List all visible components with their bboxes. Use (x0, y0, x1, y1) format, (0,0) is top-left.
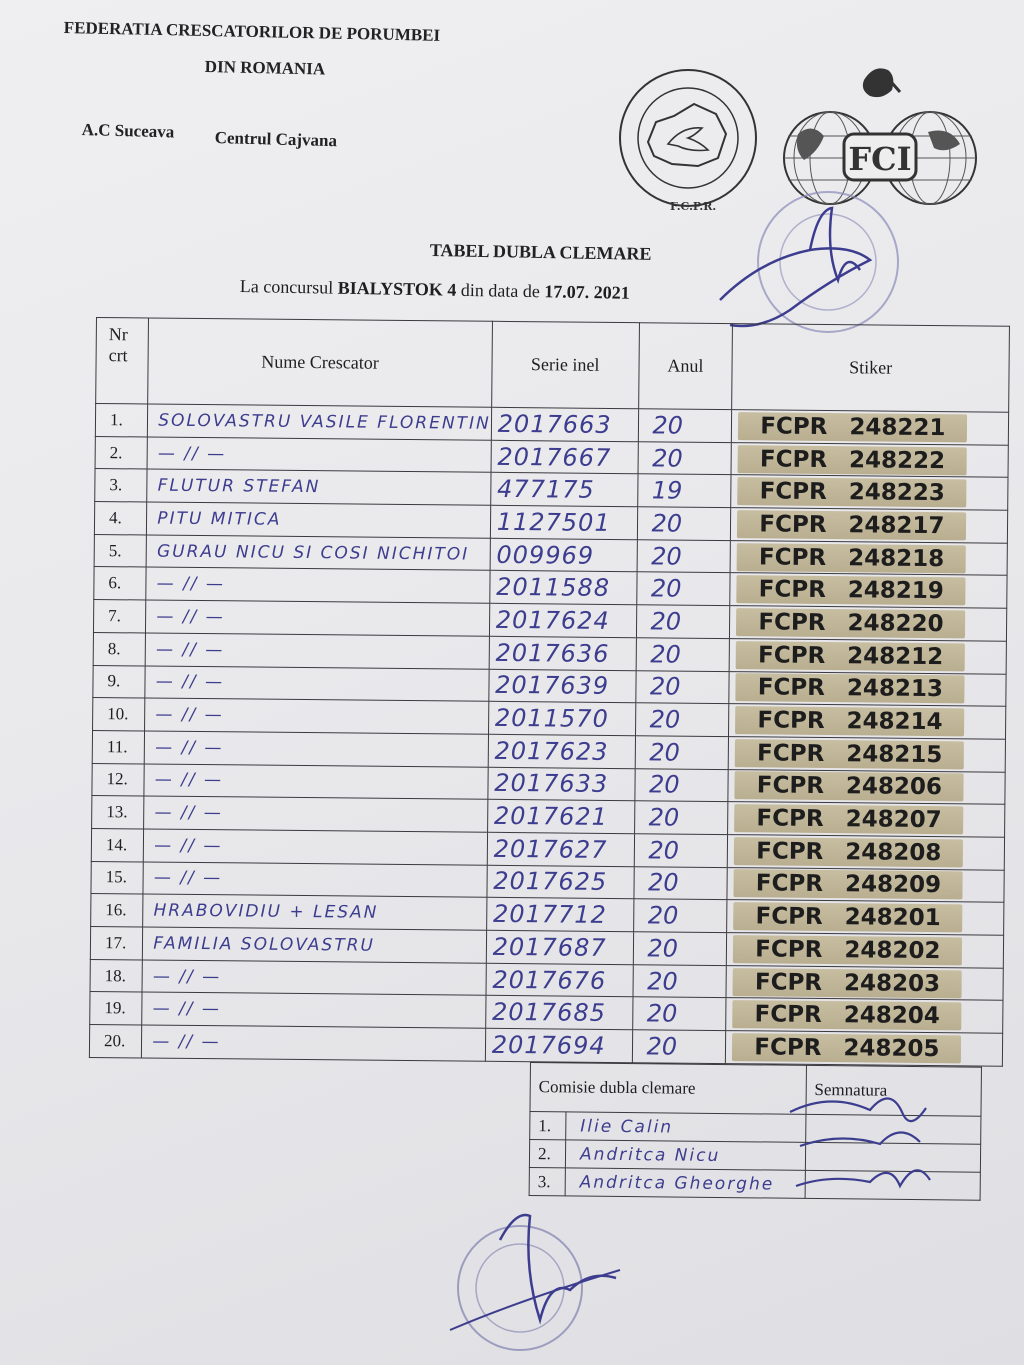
row-nr: 12. (92, 763, 145, 796)
sticker-prefix: FCPR (754, 968, 823, 996)
breeder-name: — // — (143, 862, 487, 898)
ring-year: 20 (638, 441, 732, 475)
breeder-name: SOLOVASTRU VASILE FLORENTIN (148, 404, 492, 440)
ring-serial: 2017685 (485, 996, 632, 1030)
sticker-number: 248209 (844, 871, 942, 899)
sticker-label (735, 706, 964, 736)
breeder-name: — // — (145, 633, 489, 669)
ring-serial: 009969 (490, 538, 637, 572)
row-nr: 7. (93, 600, 146, 633)
sticker-prefix: FCPR (758, 576, 826, 604)
ring-year: 20 (636, 638, 730, 672)
sticker-label (734, 804, 963, 834)
sticker-number: 248218 (848, 544, 945, 572)
sticker-label (736, 608, 965, 638)
sticker-number: 248203 (843, 969, 941, 997)
ring-serial: 1127501 (490, 505, 637, 539)
sticker-number: 248204 (843, 1002, 940, 1030)
header-nr: Nr crt (96, 318, 149, 404)
commission-signatures-icon (780, 1082, 940, 1212)
sticker-prefix: FCPR (759, 445, 828, 473)
sticker-prefix: FCPR (754, 1034, 822, 1061)
ring-year: 20 (637, 507, 731, 541)
commission-member-name: Andritca Nicu (565, 1140, 805, 1170)
sticker-number: 248217 (848, 512, 945, 540)
breeder-name: — // — (144, 764, 488, 800)
fcpr-abbr: F.C.P.R. (670, 200, 717, 213)
breeder-name: — // — (146, 567, 490, 603)
sticker-number: 248213 (846, 675, 944, 703)
sticker-number: 248208 (845, 838, 942, 866)
row-nr: 3. (95, 469, 148, 502)
sticker-number: 248206 (845, 773, 943, 801)
row-nr: 13. (92, 796, 145, 829)
ring-serial: 2017667 (491, 440, 638, 474)
header-serial: Serie inel (491, 321, 639, 408)
sticker-cell (731, 475, 1008, 510)
ring-year: 20 (635, 736, 729, 770)
ring-serial: 2017676 (486, 963, 633, 997)
breeder-name: — // — (142, 1025, 486, 1061)
breeder-name: — // — (144, 731, 488, 767)
row-nr: 4. (94, 502, 147, 535)
sticker-cell (727, 900, 1004, 935)
sticker-cell (728, 736, 1005, 771)
sticker-prefix: FCPR (755, 936, 823, 963)
sticker-cell (726, 998, 1003, 1033)
sticker-number: 248212 (847, 642, 944, 670)
sticker-prefix: FCPR (759, 478, 827, 506)
row-nr: 20. (89, 1025, 142, 1058)
ring-serial: 2017633 (488, 767, 635, 801)
sticker-number: 248220 (847, 610, 944, 638)
header-year: Anul (638, 323, 733, 410)
contest-name: BIALYSTOK 4 (337, 277, 457, 300)
breeder-name: HRABOVIDIU + LESAN (143, 894, 487, 930)
sticker-label (738, 445, 967, 475)
date-prefix: din data de (460, 279, 540, 302)
row-nr: 17. (90, 926, 143, 959)
breeder-name: FAMILIA SOLOVASTRU (143, 927, 487, 963)
row-nr: 19. (90, 992, 143, 1025)
club-name: A.C Suceava (81, 120, 175, 142)
ring-serial: 2011570 (488, 701, 635, 735)
ring-year: 20 (637, 539, 731, 573)
ring-year: 20 (632, 1030, 726, 1064)
sticker-label (735, 772, 964, 802)
sticker-number: 248201 (844, 904, 941, 932)
ring-serial: 2017625 (487, 865, 634, 899)
sticker-label (737, 575, 966, 605)
row-nr: 1. (95, 404, 148, 437)
contest-date: 17.07. 2021 (544, 281, 630, 303)
sticker-label (732, 1000, 961, 1030)
row-nr: 2. (95, 436, 148, 469)
ring-serial: 2017712 (486, 898, 633, 932)
sticker-cell (732, 410, 1009, 445)
sticker-cell (726, 965, 1003, 1000)
breeder-name: — // — (145, 665, 489, 701)
ring-year: 20 (633, 899, 727, 933)
sticker-cell (729, 638, 1006, 673)
clamping-table (89, 317, 1010, 1066)
ring-year: 20 (634, 768, 728, 802)
ring-serial: 2017623 (488, 734, 635, 768)
commission-header: Comisie dubla clemare (530, 1063, 806, 1115)
row-nr: 8. (93, 632, 146, 665)
sticker-prefix: FCPR (759, 511, 827, 538)
sticker-label (734, 837, 963, 867)
row-nr: 10. (93, 698, 146, 731)
sticker-cell (730, 540, 1007, 575)
breeder-name: — // — (144, 829, 488, 865)
ring-year: 20 (634, 834, 728, 868)
sticker-label (736, 641, 965, 671)
commission-nr: 1. (530, 1112, 566, 1140)
sticker-prefix: FCPR (760, 413, 828, 440)
sticker-prefix: FCPR (757, 740, 825, 767)
sticker-cell (728, 769, 1005, 804)
ring-year: 20 (633, 866, 727, 900)
breeder-name: — // — (147, 437, 491, 473)
document-title: TABEL DUBLA CLEMARE (429, 240, 652, 264)
sticker-label (733, 935, 962, 965)
ring-year: 20 (632, 964, 726, 998)
bottom-stamp-icon (420, 1200, 640, 1360)
ring-serial: 2017621 (487, 800, 634, 834)
center-name: Centrul Cajvana (214, 128, 338, 151)
ring-year: 20 (638, 409, 732, 443)
ring-year: 19 (637, 474, 731, 508)
sticker-cell (727, 933, 1004, 968)
ring-serial: 2017624 (489, 603, 636, 637)
breeder-name: — // — (145, 698, 489, 734)
breeder-name: FLUTUR STEFAN (147, 469, 491, 505)
sticker-prefix: FCPR (757, 674, 826, 702)
sticker-cell (728, 835, 1005, 870)
sticker-number: 248205 (843, 1035, 940, 1063)
commission-member-name: Ilie Calin (566, 1112, 806, 1142)
sticker-cell (727, 867, 1004, 902)
row-nr: 6. (94, 567, 147, 600)
sticker-number: 248222 (848, 446, 946, 474)
ring-serial: 2017687 (486, 930, 633, 964)
sticker-label (738, 477, 967, 507)
sticker-number: 248219 (847, 577, 945, 605)
sticker-cell (728, 802, 1005, 837)
sticker-prefix: FCPR (755, 903, 823, 931)
ring-year: 20 (632, 997, 726, 1031)
row-nr: 16. (91, 894, 144, 927)
ring-serial: 477175 (490, 473, 637, 507)
contest-prefix: La concursul (239, 276, 334, 298)
ring-year: 20 (635, 670, 729, 704)
sticker-cell (726, 1031, 1003, 1066)
sticker-label (737, 543, 966, 573)
sticker-prefix: FCPR (754, 1001, 822, 1029)
sticker-cell (730, 573, 1007, 608)
commission-member-name: Andritca Gheorghe (565, 1168, 805, 1198)
sticker-label (735, 739, 964, 769)
fci-text: FCI (848, 140, 912, 178)
sticker-label (733, 968, 962, 998)
ring-serial: 2017636 (489, 636, 636, 670)
sticker-label (738, 412, 967, 442)
sticker-label (737, 510, 966, 540)
signature-header: Semnatura (806, 1065, 982, 1116)
sticker-prefix: FCPR (758, 609, 826, 636)
sticker-label (734, 870, 963, 900)
header-sticker: Stiker (732, 324, 1010, 413)
header-name: Nume Crescator (148, 318, 492, 407)
breeder-name: — // — (146, 600, 490, 636)
breeder-name: PITU MITICA (147, 502, 491, 538)
ring-year: 20 (636, 605, 730, 639)
sticker-number: 248215 (846, 740, 943, 768)
sticker-prefix: FCPR (758, 543, 827, 571)
sticker-cell (729, 704, 1006, 739)
sticker-cell (731, 508, 1008, 543)
federation-name-line2: DIN ROMANIA (204, 57, 326, 79)
sticker-prefix: FCPR (755, 870, 824, 898)
sticker-prefix: FCPR (757, 642, 826, 669)
federation-name-line1: FEDERATIA CRESCATORILOR DE PORUMBEI (63, 18, 441, 45)
ring-year: 20 (635, 703, 729, 737)
ring-serial: 2011588 (490, 571, 637, 605)
ring-year: 20 (634, 801, 728, 835)
row-nr: 9. (93, 665, 146, 698)
ring-serial: 2017627 (487, 832, 634, 866)
sticker-number: 248207 (845, 806, 942, 834)
breeder-name: — // — (144, 796, 488, 832)
ring-year: 20 (633, 932, 727, 966)
sticker-label (736, 674, 965, 704)
contest-line (240, 276, 630, 304)
row-nr: 14. (91, 828, 144, 861)
breeder-name: — // — (142, 960, 486, 996)
fci-logo-icon (778, 56, 983, 206)
ring-serial: 2017639 (489, 669, 636, 703)
commission-nr: 3. (529, 1168, 565, 1196)
sticker-cell (731, 442, 1008, 477)
breeder-name: GURAU NICU SI COSI NICHITOI (146, 535, 490, 571)
table-header-row (96, 318, 1010, 413)
row-nr: 5. (94, 534, 147, 567)
row-nr: 18. (90, 959, 143, 992)
commission-nr: 2. (529, 1140, 565, 1168)
ring-serial: 2017663 (491, 407, 638, 441)
sticker-number: 248214 (846, 708, 943, 736)
sticker-number: 248202 (844, 937, 941, 964)
row-nr: 11. (92, 730, 145, 763)
sticker-prefix: FCPR (756, 772, 825, 800)
sticker-number: 248223 (848, 479, 945, 507)
sticker-prefix: FCPR (757, 707, 825, 735)
breeder-name: — // — (142, 992, 486, 1028)
sticker-cell (729, 671, 1006, 706)
sticker-cell (730, 606, 1007, 641)
row-nr: 15. (91, 861, 144, 894)
ring-serial: 2017694 (485, 1028, 632, 1062)
sticker-prefix: FCPR (756, 805, 824, 833)
sticker-label (732, 1033, 961, 1063)
sticker-label (733, 902, 962, 932)
ring-year: 20 (636, 572, 730, 606)
sticker-prefix: FCPR (756, 838, 824, 865)
sticker-number: 248221 (849, 414, 946, 442)
